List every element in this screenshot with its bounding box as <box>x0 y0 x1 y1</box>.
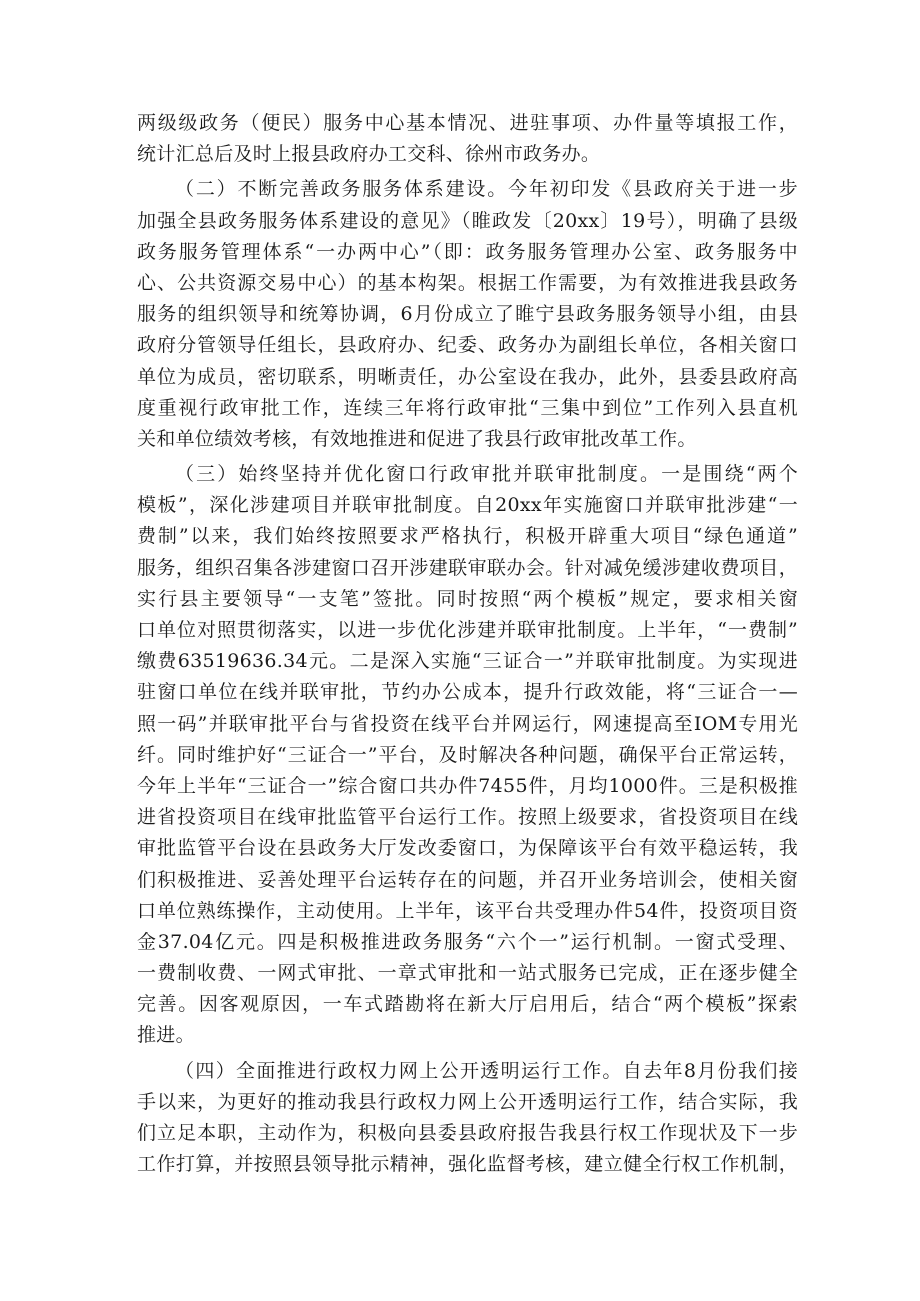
text-line: 服务，组织召集各涉建窗口召开涉建联审联办会。针对减免缓涉建收费项目， <box>137 556 798 579</box>
text-line: 们积极推进、妥善处理平台运转存在的问题，并召开业务培训会，使相关窗 <box>137 868 798 891</box>
text-line: 模板”，深化涉建项目并联审批制度。自20xx年实施窗口并联审批涉建“一 <box>137 494 798 517</box>
text-line: 口单位熟练操作，主动使用。上半年，该平台共受理办件54件，投资项目资 <box>137 899 798 922</box>
text-line: 工作打算，并按照县领导批示精神，强化监督考核，建立健全行权工作机制， <box>137 1153 798 1176</box>
text-line: 进省投资项目在线审批监管平台运行工作。按照上级要求，省投资项目在线 <box>137 806 798 829</box>
paragraph <box>137 459 798 1052</box>
text-line: （三）始终坚持并优化窗口行政审批并联审批制度。一是围绕“两个 <box>175 463 798 486</box>
text-line: 度重视行政审批工作，连续三年将行政审批“三集中到位”工作列入县直机 <box>137 396 798 419</box>
text-line: 费制”以来，我们始终按照要求严格执行，积极开辟重大项目“绿色通道” <box>137 525 798 548</box>
text-line: 纤。同时维护好“三证合一”平台，及时解决各种问题，确保平台正常运转， <box>137 743 798 766</box>
text-line: （四）全面推进行政权力网上公开透明运行工作。自去年8月份我们接 <box>175 1059 798 1082</box>
text-line: 政府分管领导任组长，县政府办、纪委、政务办为副组长单位，各相关窗口 <box>137 334 798 357</box>
text-line: 完善。因客观原因，一车式踏勘将在新大厅启用后，结合“两个模板”探索 <box>137 993 798 1016</box>
text-line: 手以来，为更好的推动我县行政权力网上公开透明运行工作，结合实际，我 <box>137 1090 798 1113</box>
paragraph <box>137 1056 798 1181</box>
text-line: （二）不断完善政务服务体系建设。今年初印发《县政府关于进一步 <box>175 178 798 201</box>
text-line: 今年上半年“三证合一”综合窗口共办件7455件，月均1000件。三是积极推 <box>137 774 798 797</box>
paragraph <box>137 108 798 170</box>
text-line: 推进。 <box>137 1024 195 1047</box>
text-line: 政务服务管理体系“一办两中心”（即：政务服务管理办公室、政务服务中 <box>137 240 798 263</box>
text-line: 口单位对照贯彻落实，以进一步优化涉建并联审批制度。上半年，“一费制” <box>137 619 798 641</box>
text-line: 实行县主要领导“一支笔”签批。同时按照“两个模板”规定，要求相关窗 <box>137 587 798 610</box>
text-line: 们立足本职，主动作为，积极向县委县政府报告我县行权工作现状及下一步 <box>137 1122 798 1144</box>
text-line: 缴费63519636.34元。二是深入实施“三证合一”并联审批制度。为实现进 <box>137 650 798 673</box>
text-line: 单位为成员，密切联系，明晰责任，办公室设在我办，此外，县委县政府高 <box>137 365 798 388</box>
text-line: 照一码”并联审批平台与省投资在线平台并网运行，网速提高至IOM专用光 <box>137 712 798 735</box>
text-line: 金37.04亿元。四是积极推进政务服务“六个一”运行机制。一窗式受理、 <box>137 930 798 953</box>
text-line: 两级级政务（便民）服务中心基本情况、进驻事项、办件量等填报工作， <box>137 112 798 134</box>
text-line: 关和单位绩效考核，有效地推进和促进了我县行政审批改革工作。 <box>137 427 697 450</box>
text-line: 统计汇总后及时上报县政府办工交科、徐州市政务办。 <box>137 143 601 166</box>
text-line: 服务的组织领导和统筹协调，6月份成立了睢宁县政务服务领导小组，由县 <box>137 303 798 326</box>
text-line: 一费制收费、一网式审批、一章式审批和一站式服务已完成，正在逐步健全 <box>137 962 798 985</box>
paragraph <box>137 174 798 455</box>
text-line: 加强全县政务服务体系建设的意见》（睢政发〔20xx〕19号），明确了县级 <box>137 209 798 232</box>
text-line: 驻窗口单位在线并联审批，节约办公成本，提升行政效能，将“三证合一— <box>137 681 798 704</box>
document-body <box>137 108 798 1180</box>
text-line: 审批监管平台设在县政务大厅发改委窗口，为保障该平台有效平稳运转，我 <box>137 837 798 860</box>
text-line: 心、公共资源交易中心）的基本构架。根据工作需要，为有效推进我县政务 <box>137 271 798 294</box>
